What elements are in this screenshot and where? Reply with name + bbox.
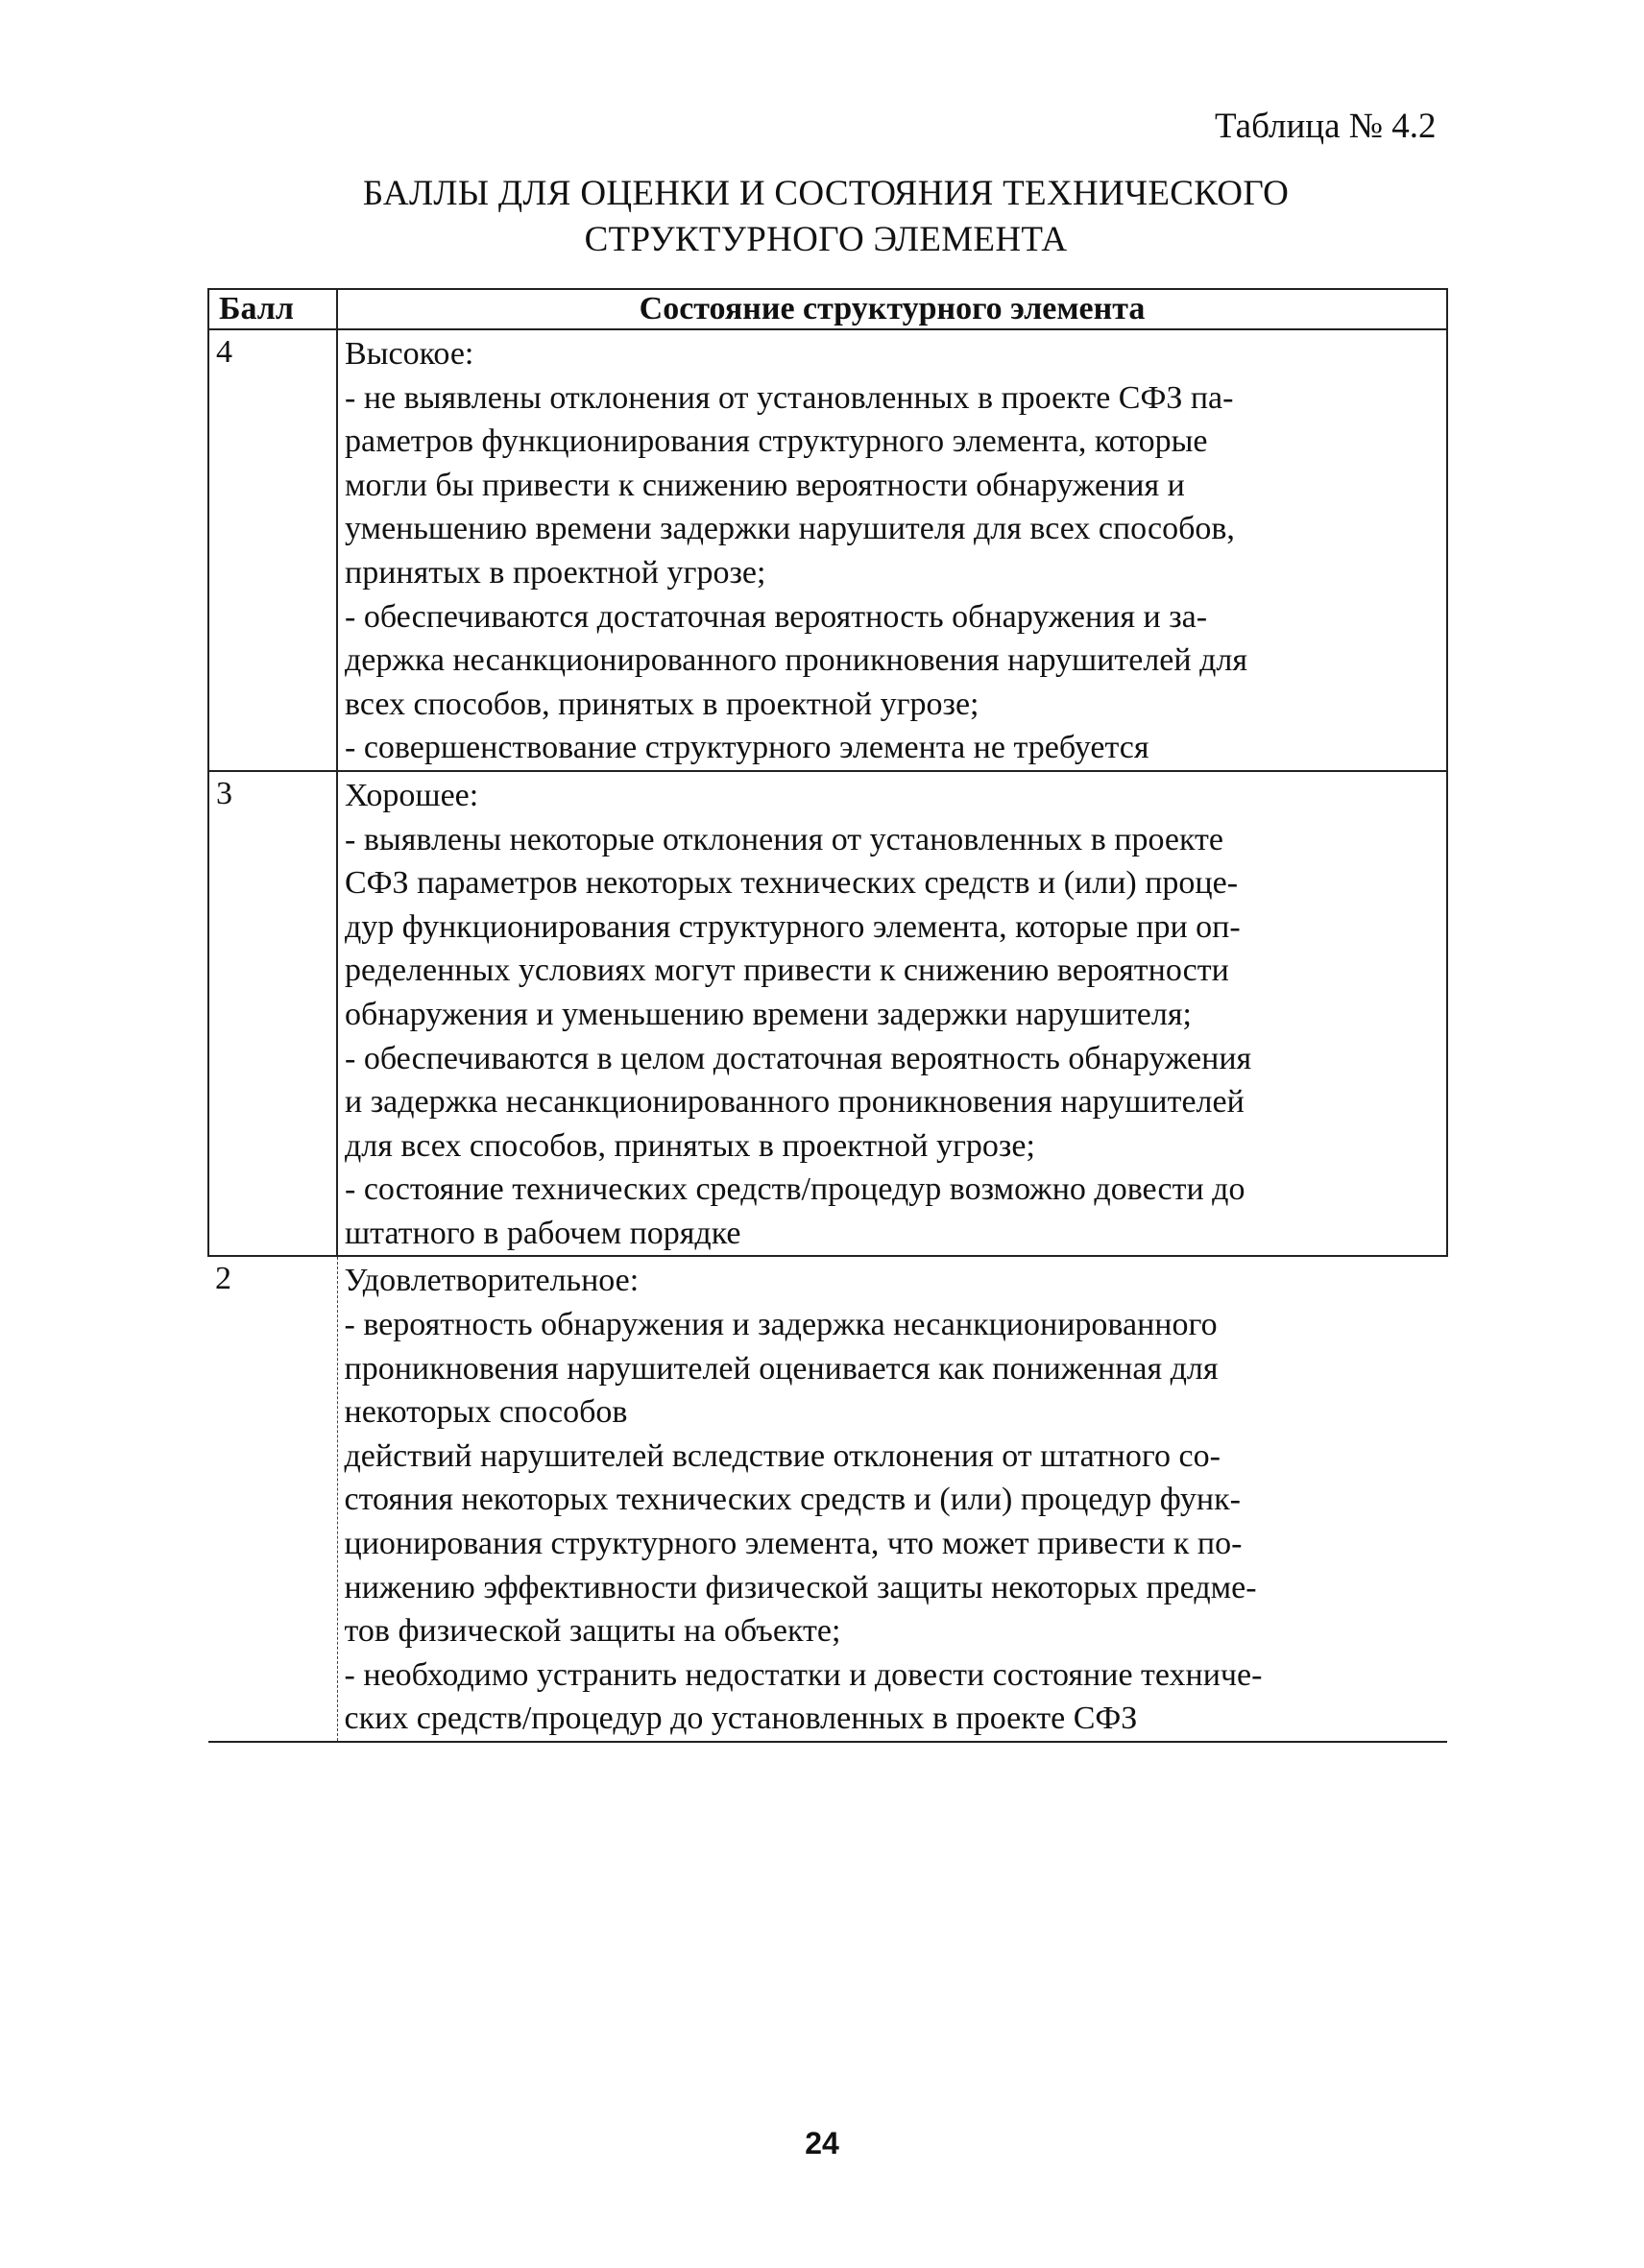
state-line: - обеспечиваются достаточная вероятность обнаружения и за-	[345, 598, 1208, 635]
state-line: - выявлены некоторые отклонения от установленных в проекте	[345, 821, 1223, 857]
table-title-line-1: БАЛЛЫ ДЛЯ ОЦЕНКИ И СОСТОЯНИЯ ТЕХНИЧЕСКОГО	[362, 174, 1290, 213]
state-line: ских средств/процедур до установленных в проекте СФЗ	[344, 1701, 1138, 1737]
state-line: некоторых способов	[344, 1394, 628, 1431]
state-line: для всех способов, принятых в проектной угрозе;	[345, 1127, 1035, 1164]
state-line: Высокое:	[345, 336, 474, 372]
state-line: могли бы привести к снижению вероятности обнаружения и	[345, 467, 1185, 503]
header-state: Состояние структурного элемента	[337, 289, 1447, 329]
state-line: проникновения нарушителей оценивается как пониженная для	[344, 1350, 1219, 1387]
state-line: СФЗ параметров некоторых технических средств и (или) проце-	[345, 865, 1239, 902]
state-line: Хорошее:	[345, 777, 479, 813]
header-score: Балл	[208, 289, 337, 329]
table-row	[208, 329, 1447, 771]
page-number: 24	[805, 2126, 839, 2160]
score-cell: 4	[208, 329, 337, 771]
score-cell: 3	[208, 771, 337, 1257]
state-line: Удовлетворительное:	[344, 1263, 640, 1299]
table-number-label: Таблица № 4.2	[1215, 107, 1437, 146]
state-line: - обеспечиваются в целом достаточная вероятность обнаружения	[345, 1040, 1252, 1076]
state-line: тов физической защиты на объекте;	[344, 1613, 841, 1650]
table-row	[208, 771, 1447, 1257]
state-line: и задержка несанкционированного проникновения нарушителей	[345, 1084, 1245, 1121]
state-line: - не выявлены отклонения от установленных в проекте СФЗ па-	[345, 379, 1234, 416]
scores-table	[207, 288, 1448, 1743]
state-line: - необходимо устранить недостатки и довести состояние техниче-	[344, 1656, 1263, 1693]
state-line: стояния некоторых технических средств и (или) процедур функ-	[344, 1482, 1241, 1518]
table-row	[208, 1256, 1447, 1742]
state-line: ределенных условиях могут привести к снижению вероятности	[345, 953, 1229, 989]
state-line: раметров функционирования структурного элемента, которые	[345, 423, 1208, 460]
state-line: обнаружения и уменьшению времени задержки нарушителя;	[345, 996, 1192, 1032]
state-line: держка несанкционированного проникновения нарушителей для	[345, 642, 1247, 679]
state-cell	[337, 329, 1447, 771]
state-line: уменьшению времени задержки нарушителя для всех способов,	[345, 511, 1235, 547]
state-cell	[337, 771, 1447, 1257]
state-line: действий нарушителей вследствие отклонения от штатного со-	[344, 1437, 1221, 1474]
state-line: дур функционирования структурного элемента, которые при оп-	[345, 908, 1241, 945]
state-cell	[337, 1256, 1447, 1742]
state-line: - вероятность обнаружения и задержка несанкционированного	[344, 1307, 1218, 1343]
table-header-row	[208, 289, 1447, 329]
table-title-line-2: СТРУКТУРНОГО ЭЛЕМЕНТА	[584, 220, 1068, 259]
state-line: принятых в проектной угрозе;	[345, 554, 766, 591]
state-line: - состояние технических средств/процедур возможно довести до	[345, 1171, 1245, 1208]
state-line: штатного в рабочем порядке	[345, 1215, 741, 1251]
state-line: всех способов, принятых в проектной угрозе;	[345, 686, 979, 722]
state-line: нижению эффективности физической защиты некоторых предме-	[344, 1569, 1257, 1605]
state-line: ционирования структурного элемента, что может привести к по-	[344, 1526, 1243, 1562]
state-line: - совершенствование структурного элемента не требуется	[345, 730, 1149, 766]
score-cell: 2	[208, 1256, 337, 1742]
table-title	[202, 171, 1450, 263]
